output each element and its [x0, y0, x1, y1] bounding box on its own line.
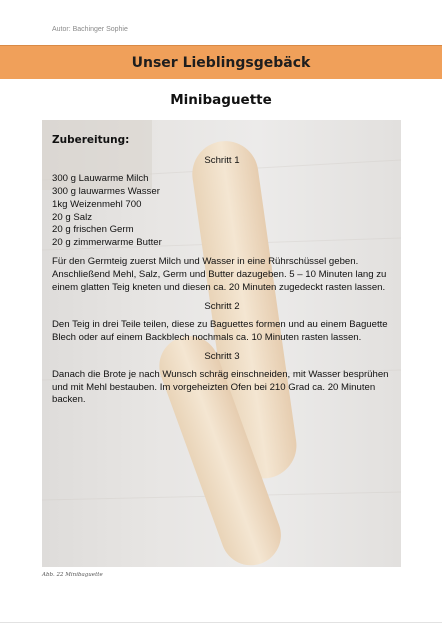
recipe-title: Minibaguette: [170, 92, 272, 108]
footer-divider: [0, 622, 442, 623]
step-1-text: Für den Germteig zuerst Milch und Wasser in eine Rührschüssel geben. Anschließend Mehl, Salz, Germ und Butter dazugeben. 5 – 10 Minuten lang zu einem glatten Teig kneten und diesen ca. 20 Minuten zugedeckt rasten lassen.: [52, 256, 387, 294]
ingredient-item: 20 g frischen Germ: [52, 224, 134, 236]
step-3-label: Schritt 3: [204, 350, 240, 362]
ingredient-item: 20 g zimmerwarme Butter: [52, 237, 162, 249]
ingredient-list: [52, 173, 392, 250]
step-2-label: Schritt 2: [204, 300, 240, 312]
ingredient-item: 300 g Lauwarme Milch: [52, 172, 149, 184]
ingredient-item: 1kg Weizenmehl 700: [52, 198, 142, 210]
ingredient-item: 300 g lauwarmes Wasser: [52, 185, 160, 197]
section-title: Zubereitung:: [52, 134, 130, 146]
step-1-label: Schritt 1: [204, 154, 240, 166]
baguette-photo: [42, 120, 401, 567]
step-2-text: Den Teig in drei Teile teilen, diese zu Baguettes formen und au einem Baguette Blech oder auf einem Backblech nochmals ca. 10 Minuten rasten lassen.: [52, 318, 388, 343]
recipe-content: [52, 134, 392, 413]
author-line: Autor: Bachinger Sophie: [52, 26, 128, 33]
figure-caption: Abb. 22 Minibaguette: [42, 572, 103, 578]
ingredient-item: 20 g Salz: [52, 211, 93, 223]
banner-title: Unser Lieblingsgebäck: [131, 54, 311, 71]
title-banner: [0, 45, 442, 79]
step-3-text: Danach die Brote je nach Wunsch schräg einschneiden, mit Wasser besprühen und mit Mehl bestauben. Im vorgeheizten Ofen bei 210 Grad ca. 20 Minuten backen.: [52, 368, 389, 406]
